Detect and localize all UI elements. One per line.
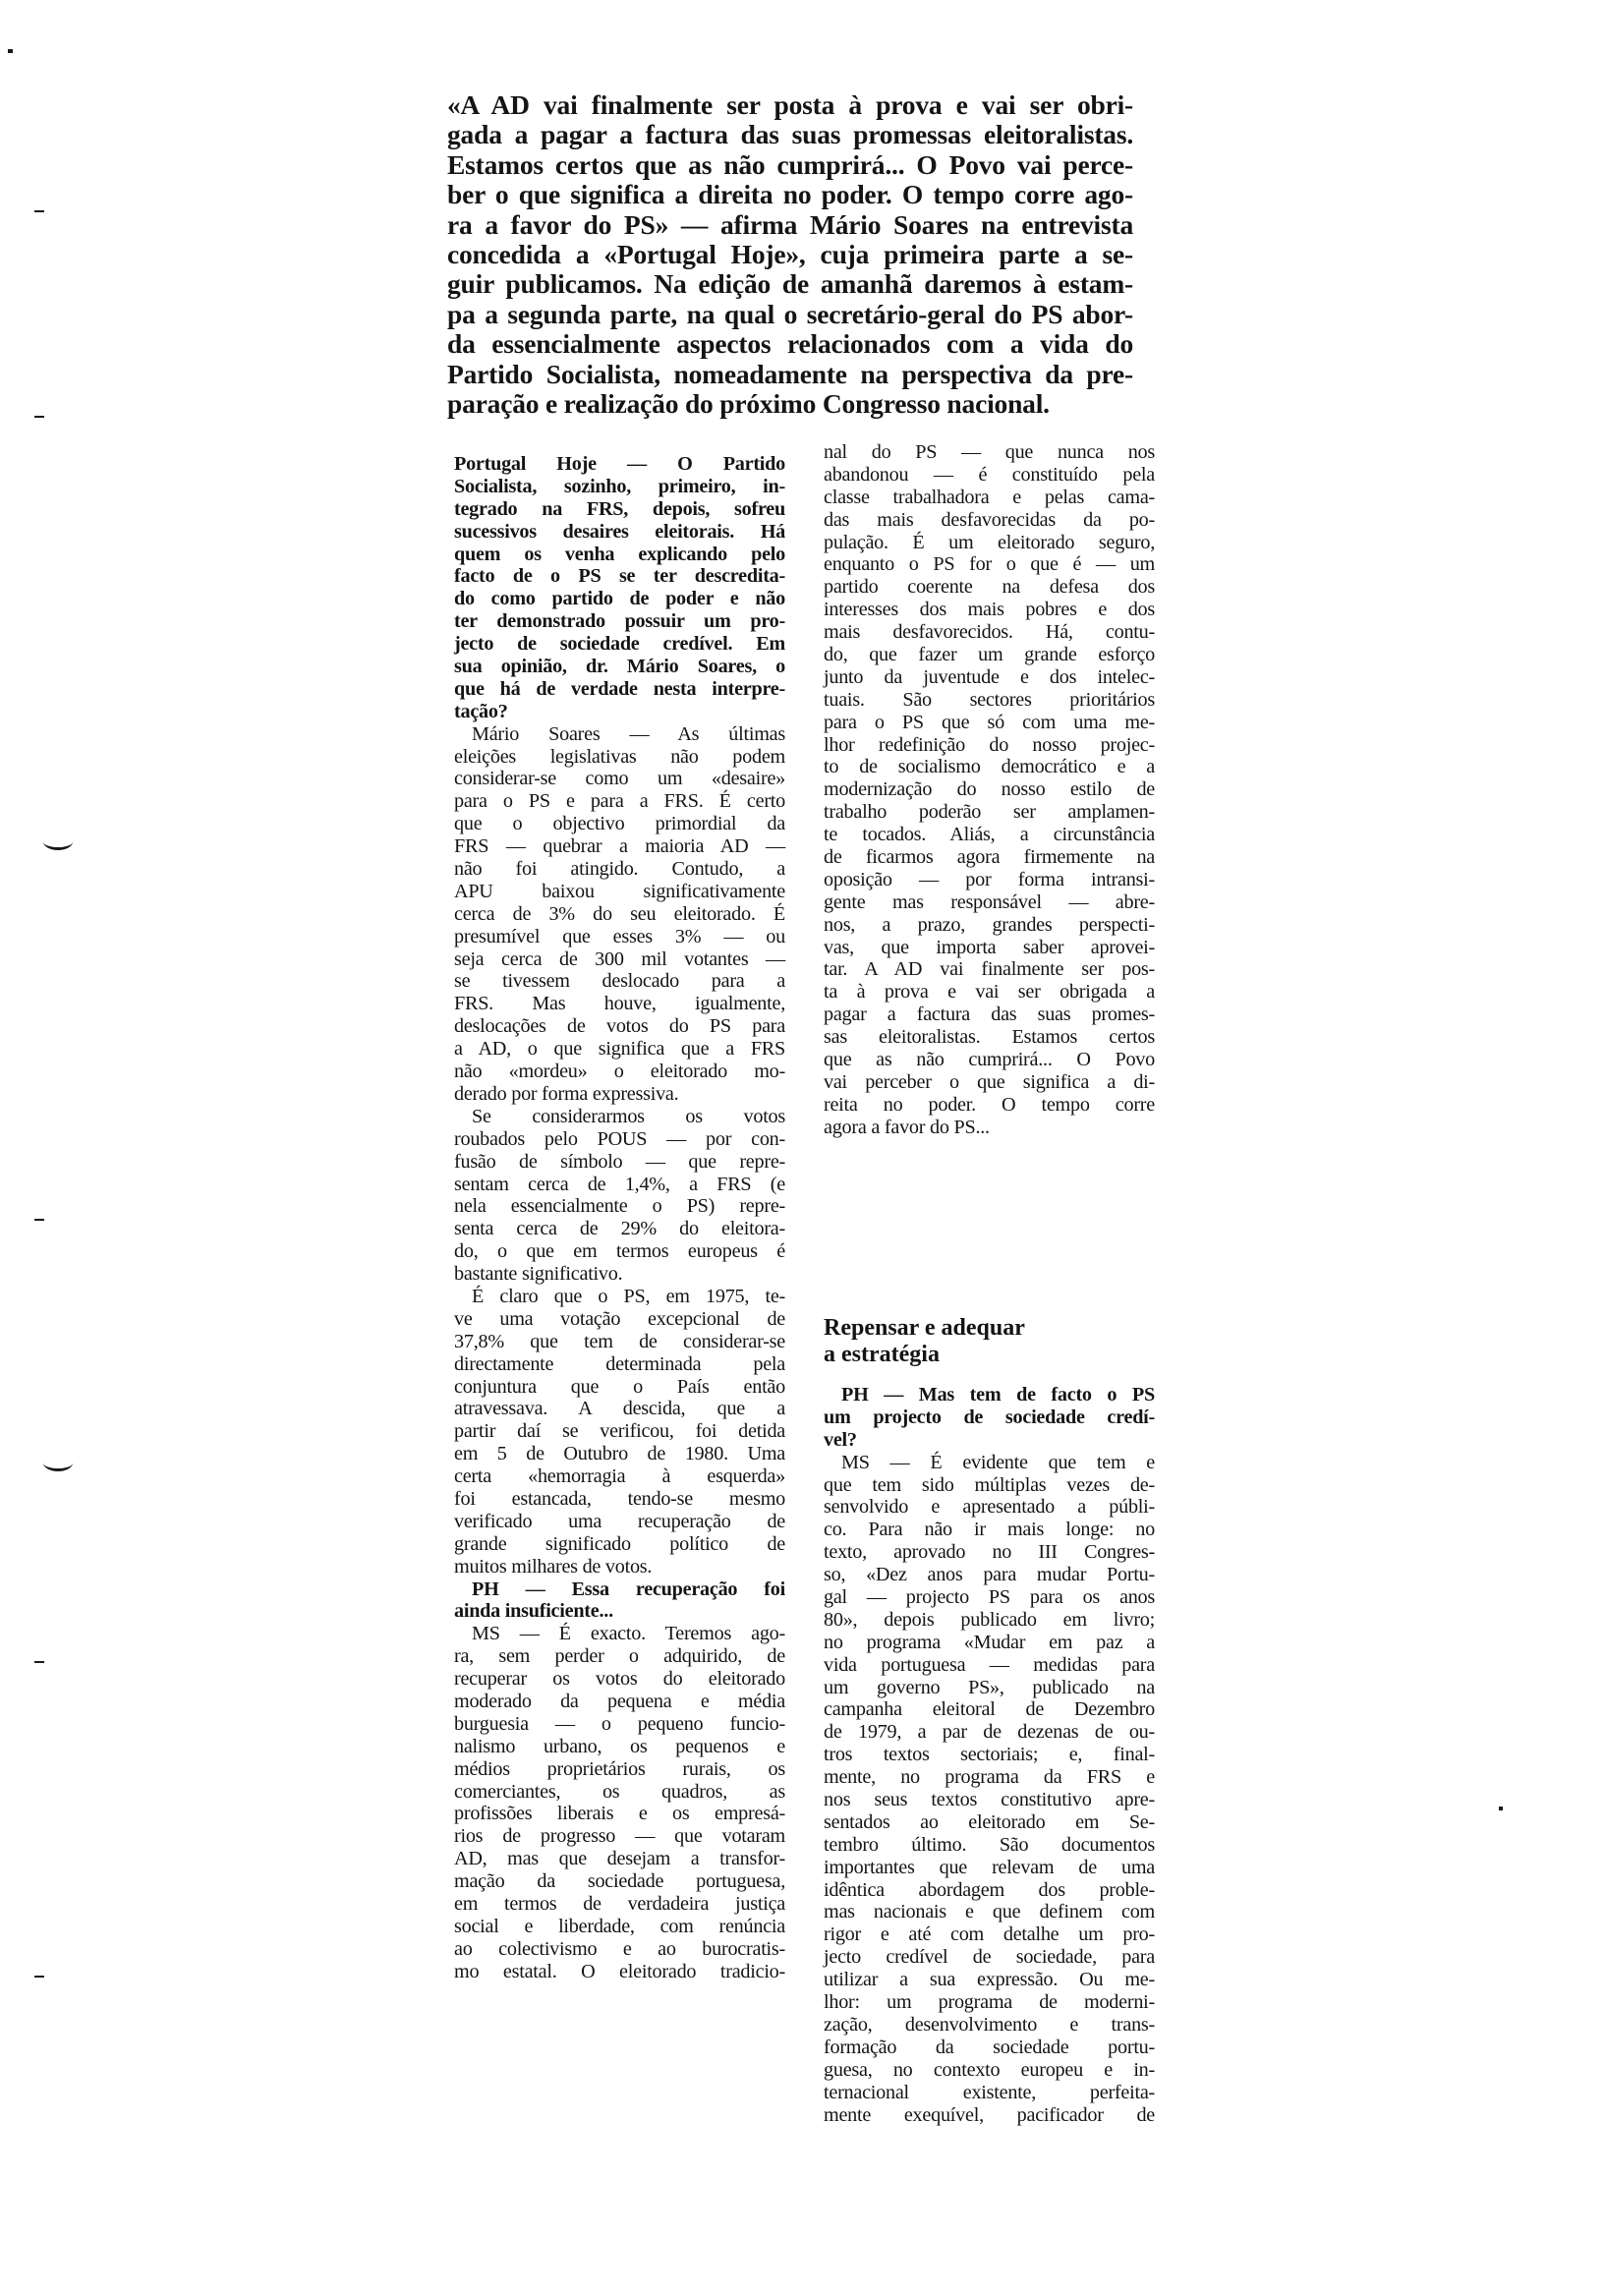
text-line: sentados ao eleitorado em Se-: [824, 1810, 1155, 1833]
text-line: verificado uma recuperação de: [454, 1510, 785, 1532]
text-line: burguesia — o pequeno funcio-: [454, 1712, 785, 1735]
text-line: para o PS e para a FRS. É certo: [454, 790, 785, 813]
text-line: FRS — quebrar a maioria AD —: [454, 835, 785, 858]
question-line: ter demonstrado possuir um pro-: [454, 610, 785, 633]
text-line: directamente determinada pela: [454, 1352, 785, 1375]
question-line: quem os venha explicando pelo: [454, 543, 785, 565]
text-line: presumível que esses 3% — ou: [454, 925, 785, 947]
text-line: bastante significativo.: [454, 1263, 623, 1286]
text-line: reita no poder. O tempo corre: [824, 1093, 1155, 1116]
text-line: guesa, no contexto europeu e in-: [824, 2058, 1155, 2081]
text-line: para o PS que só com uma me-: [824, 711, 1155, 733]
text-line: que tem sido múltiplas vezes de-: [824, 1473, 1155, 1496]
text-line: no programa «Mudar em paz a: [824, 1631, 1155, 1653]
text-line: atravessava. A descida, que a: [454, 1398, 785, 1420]
lead-line: «A AD vai finalmente ser posta à prova e vai ser obri-: [447, 89, 1133, 120]
text-line: zação, desenvolvimento e trans-: [824, 2013, 1155, 2036]
question-line: sucessivos desaires eleitorais. Há: [454, 520, 785, 543]
text-line: das mais desfavorecidas da po-: [824, 508, 1155, 531]
lead-line: da essencialmente aspectos relacionados com a vida do: [447, 328, 1133, 360]
text-line: nalismo urbano, os pequenos e: [454, 1735, 785, 1757]
text-line: so, «Dez anos para mudar Portu-: [824, 1564, 1155, 1586]
lead-line: guir publicamos. Na edição de amanhã daremos à estam-: [447, 268, 1133, 300]
question-line: Socialista, sozinho, primeiro, in-: [454, 475, 785, 497]
section-subheading: [824, 1315, 1155, 1368]
text-line: texto, aprovado no III Congres-: [824, 1541, 1155, 1564]
text-line: campanha eleitoral de Dezembro: [824, 1698, 1155, 1721]
text-line: É claro que o PS, em 1975, te-: [472, 1285, 785, 1307]
text-line: idêntica abordagem dos proble-: [824, 1878, 1155, 1901]
text-line: moderado da pequena e média: [454, 1690, 785, 1712]
article-column-2-continued: [824, 1384, 1155, 2126]
question-line: vel?: [824, 1428, 857, 1451]
text-line: recuperar os votos do eleitorado: [454, 1668, 785, 1691]
lead-line: Estamos certos que as não cumprirá... O Povo vai perce-: [447, 148, 1133, 180]
subheading-line: a estratégia: [824, 1342, 940, 1367]
text-line: não foi atingido. Contudo, a: [454, 858, 785, 881]
article-column-1: [454, 453, 785, 1983]
lead-line: ra a favor do PS» — afirma Mário Soares na entrevista: [447, 208, 1133, 240]
text-line: pagar a factura das suas promes-: [824, 1004, 1155, 1026]
text-line: gal — projecto PS para os anos: [824, 1586, 1155, 1609]
text-line: senta cerca de 29% do eleitora-: [454, 1218, 785, 1240]
text-line: em termos de verdadeira justiça: [454, 1893, 785, 1915]
text-line: 37,8% que tem de considerar-se: [454, 1330, 785, 1352]
text-line: comerciantes, os quadros, as: [454, 1780, 785, 1803]
text-line: importantes que relevam de uma: [824, 1856, 1155, 1878]
text-line: AD, mas que desejam a transfor-: [454, 1848, 785, 1870]
answer-line: MS — É exacto. Teremos ago-: [472, 1623, 785, 1645]
lead-line: concedida a «Portugal Hoje», cuja primeira parte a se-: [447, 239, 1133, 270]
text-line: de 1979, a par de dezenas de ou-: [824, 1721, 1155, 1744]
question-line: Portugal Hoje — O Partido: [454, 453, 785, 475]
text-line: ternacional existente, perfeita-: [824, 2081, 1155, 2103]
text-line: médios proprietários rurais, os: [454, 1757, 785, 1780]
text-line: partir daí se verificou, foi detida: [454, 1420, 785, 1443]
text-line: sas eleitoralistas. Estamos certos: [824, 1026, 1155, 1049]
lead-line: ber o que significa a direita no poder. O tempo corre ago-: [447, 179, 1133, 210]
text-line: senvolvido e apresentado a públi-: [824, 1496, 1155, 1519]
text-line: nos seus textos constitutivo apre-: [824, 1789, 1155, 1811]
scan-mark: [43, 1455, 73, 1471]
text-line: ao colectivismo e ao burocratis-: [454, 1937, 785, 1960]
scan-speck: [34, 210, 44, 212]
question-line: tação?: [454, 700, 508, 722]
text-line: do, o que em termos europeus é: [454, 1240, 785, 1263]
text-line: ve uma votação excepcional de: [454, 1307, 785, 1330]
lead-line: gada a pagar a factura das suas promessas eleitoralistas.: [447, 119, 1133, 150]
text-line: utilizar a sua expressão. Ou me-: [824, 1969, 1155, 1991]
text-line: pulação. É um eleitorado seguro,: [824, 531, 1155, 553]
text-line: rigor e até com detalhe um pro-: [824, 1923, 1155, 1946]
text-line: tros textos sectoriais; e, final-: [824, 1744, 1155, 1766]
text-line: lhor redefinição do nosso projec-: [824, 733, 1155, 756]
answer-line: Mário Soares — As últimas: [472, 722, 785, 745]
text-line: profissões liberais e os empresá-: [454, 1803, 785, 1825]
scan-speck: [34, 416, 44, 418]
text-line: te tocados. Aliás, a circunstância: [824, 824, 1155, 846]
text-line: se tivessem deslocado para a: [454, 970, 785, 993]
text-line: mente, no programa da FRS e: [824, 1766, 1155, 1789]
text-line: que o objectivo primordial da: [454, 813, 785, 835]
text-line: Se considerarmos os votos: [472, 1105, 785, 1127]
text-line: nos, a prazo, grandes perspecti-: [824, 913, 1155, 936]
text-line: de ficarmos agora firmemente na: [824, 846, 1155, 869]
text-line: cerca de 3% do seu eleitorado. É: [454, 902, 785, 925]
text-line: muitos milhares de votos.: [454, 1555, 653, 1578]
text-line: tuais. São sectores prioritários: [824, 688, 1155, 711]
text-line: que as não cumprirá... O Povo: [824, 1049, 1155, 1071]
text-line: mação da sociedade portuguesa,: [454, 1870, 785, 1893]
text-line: tar. A AD vai finalmente ser pos-: [824, 958, 1155, 981]
question-line: ainda insuficiente...: [454, 1600, 613, 1623]
scan-speck: [34, 1219, 44, 1221]
lead-line: paração e realização do próximo Congresso nacional.: [447, 388, 1050, 420]
text-line: classe trabalhadora e pelas cama-: [824, 486, 1155, 508]
text-line: enquanto o PS for o que é — um: [824, 553, 1155, 576]
text-line: formação da sociedade portu-: [824, 2036, 1155, 2058]
text-line: certa «hemorragia à esquerda»: [454, 1465, 785, 1488]
text-line: social e liberdade, com renúncia: [454, 1915, 785, 1937]
text-line: do, que fazer um grande esforço: [824, 644, 1155, 666]
text-line: roubados pelo POUS — por con-: [454, 1127, 785, 1150]
text-line: grande significado político de: [454, 1532, 785, 1555]
text-line: mo estatal. O eleitorado tradicio-: [454, 1960, 785, 1982]
text-line: eleições legislativas não podem: [454, 745, 785, 768]
text-line: vida portuguesa — medidas para: [824, 1653, 1155, 1676]
scan-speck: [34, 1976, 44, 1978]
text-line: em 5 de Outubro de 1980. Uma: [454, 1443, 785, 1465]
scan-speck: [34, 1661, 44, 1663]
text-line: não «mordeu» o eleitorado mo-: [454, 1061, 785, 1083]
text-line: modernização do nosso estilo de: [824, 778, 1155, 801]
article-lead: [447, 90, 1133, 419]
text-line: to de socialismo democrático e a: [824, 756, 1155, 778]
scan-speck: [1499, 1807, 1503, 1810]
text-line: ta à prova e vai ser obrigada a: [824, 981, 1155, 1004]
text-line: a AD, o que significa que a FRS: [454, 1038, 785, 1061]
lead-line: Partido Socialista, nomeadamente na perspectiva da pre-: [447, 358, 1133, 389]
question-line: PH — Mas tem de facto o PS: [841, 1384, 1155, 1406]
text-line: mente exequível, pacificador de: [824, 2103, 1155, 2126]
text-line: um governo PS», publicado na: [824, 1676, 1155, 1698]
lead-line: pa a segunda parte, na qual o secretário-geral do PS abor-: [447, 298, 1133, 329]
text-line: co. Para não ir mais longe: no: [824, 1519, 1155, 1541]
text-line: vas, que importa saber aprovei-: [824, 936, 1155, 958]
text-line: mas nacionais e que definem com: [824, 1901, 1155, 1923]
text-line: tembro último. São documentos: [824, 1833, 1155, 1856]
answer-line: MS — É evidente que tem e: [841, 1451, 1155, 1473]
text-line: nal do PS — que nunca nos: [824, 441, 1155, 463]
text-line: mais desfavorecidos. Há, contu-: [824, 621, 1155, 644]
text-line: abandonou — é constituído pela: [824, 463, 1155, 486]
text-line: partido coerente na defesa dos: [824, 576, 1155, 599]
scan-speck: [8, 49, 13, 53]
article-column-2: [824, 441, 1155, 1139]
text-line: 80», depois publicado em livro;: [824, 1608, 1155, 1631]
question-line: jecto de sociedade credível. Em: [454, 633, 785, 656]
text-line: lhor: um programa de moderni-: [824, 1991, 1155, 2014]
text-line: seja cerca de 300 mil votantes —: [454, 947, 785, 970]
text-line: deslocações de votos do PS para: [454, 1015, 785, 1038]
subheading-line: Repensar e adequar: [824, 1315, 1025, 1341]
text-line: gente mas responsável — abre-: [824, 890, 1155, 913]
scan-mark: [43, 833, 73, 850]
question-line: PH — Essa recuperação foi: [472, 1578, 785, 1600]
text-line: rios de progresso — que votaram: [454, 1825, 785, 1848]
question-line: tegrado na FRS, depois, sofreu: [454, 497, 785, 520]
text-line: jecto credível de sociedade, para: [824, 1946, 1155, 1969]
text-line: conjuntura que o País então: [454, 1375, 785, 1398]
text-line: oposição — por forma intransi-: [824, 868, 1155, 890]
text-line: nela essencialmente o PS) repre-: [454, 1195, 785, 1218]
question-line: que há de verdade nesta interpre-: [454, 677, 785, 700]
question-line: um projecto de sociedade credí-: [824, 1406, 1155, 1428]
text-line: junto da juventude e dos intelec-: [824, 665, 1155, 688]
question-line: sua opinião, dr. Mário Soares, o: [454, 656, 785, 678]
text-line: derado por forma expressiva.: [454, 1082, 679, 1105]
question-line: facto de o PS se ter descredita-: [454, 565, 785, 588]
question-line: do como partido de poder e não: [454, 588, 785, 610]
text-line: ra, sem perder o adquirido, de: [454, 1645, 785, 1668]
text-line: FRS. Mas houve, igualmente,: [454, 993, 785, 1015]
text-line: sentam cerca de 1,4%, a FRS (e: [454, 1173, 785, 1195]
text-line: agora a favor do PS...: [824, 1116, 990, 1138]
text-line: considerar-se como um «desaire»: [454, 768, 785, 790]
text-line: vai perceber o que significa a di-: [824, 1070, 1155, 1093]
text-line: trabalho poderão ser amplamen-: [824, 801, 1155, 824]
text-line: interesses dos mais pobres e dos: [824, 599, 1155, 621]
text-line: foi estancada, tendo-se mesmo: [454, 1487, 785, 1510]
text-line: APU baixou significativamente: [454, 880, 785, 902]
text-line: fusão de símbolo — que repre-: [454, 1150, 785, 1173]
